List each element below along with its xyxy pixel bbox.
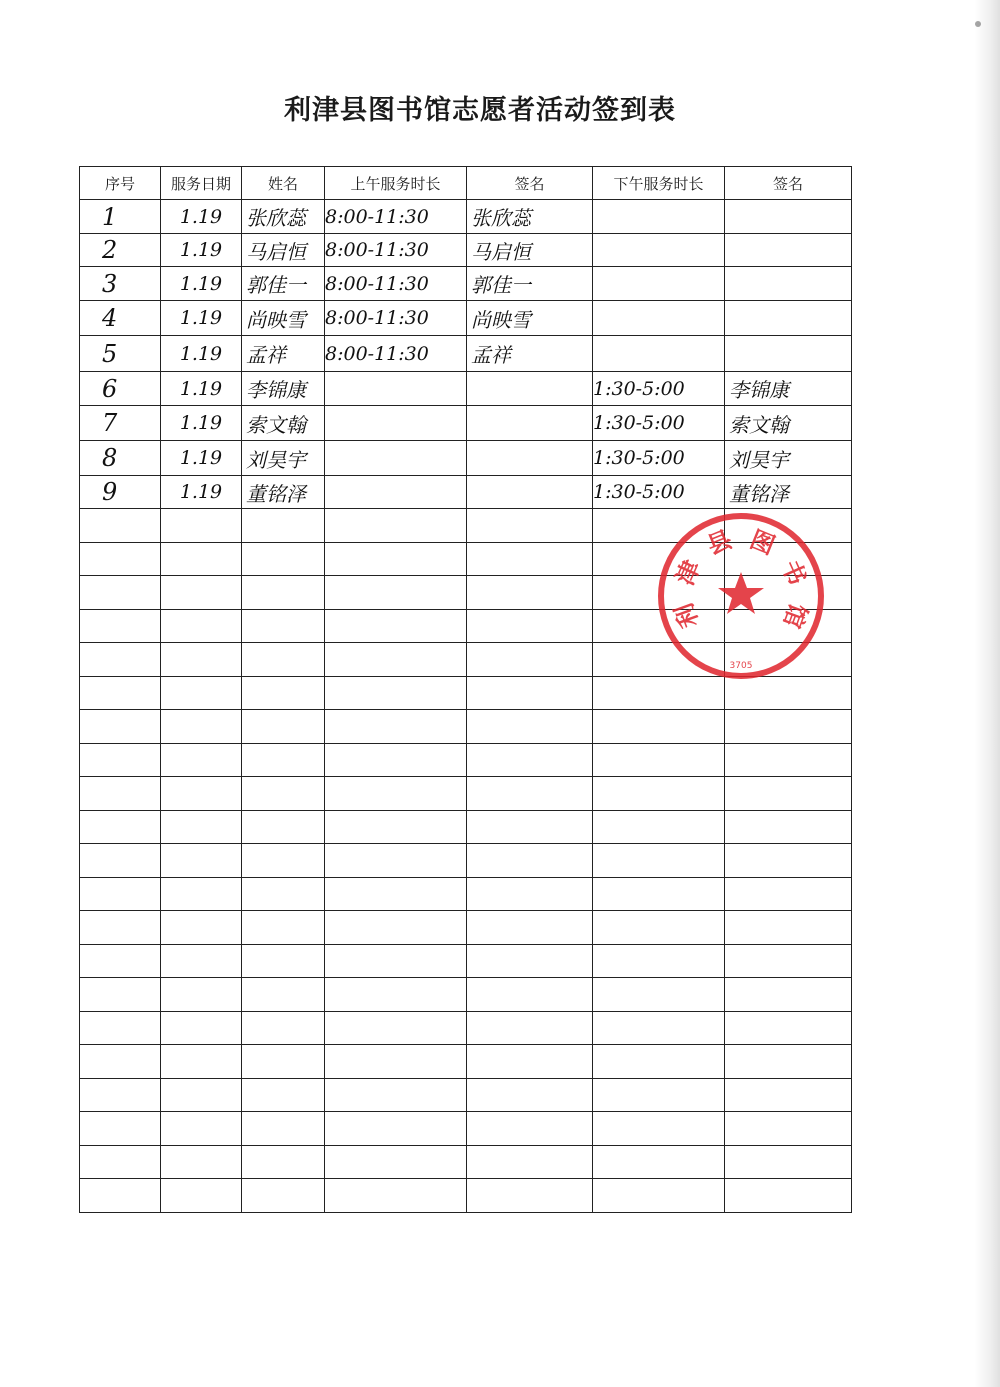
cell-number: 9 xyxy=(80,476,161,509)
blank-cell xyxy=(80,1078,161,1112)
blank-cell xyxy=(161,1179,242,1213)
cell-name: 郭佳一 xyxy=(242,267,325,301)
cell-am-signature: 张欣蕊 xyxy=(467,200,593,234)
blank-cell xyxy=(325,1179,467,1213)
table-row xyxy=(80,267,852,301)
seal-character: 利 xyxy=(668,599,705,633)
star-icon xyxy=(718,572,764,614)
blank-cell xyxy=(161,1078,242,1112)
cell-pm-signature xyxy=(725,234,852,267)
blank-cell xyxy=(242,810,325,844)
blank-cell xyxy=(242,1112,325,1146)
cell-name: 董铭泽 xyxy=(242,476,325,509)
blank-cell xyxy=(161,978,242,1012)
blank-cell xyxy=(80,911,161,945)
blank-cell xyxy=(467,576,593,610)
cell-am-hours xyxy=(325,406,467,441)
col-header-am-hours: 上午服务时长 xyxy=(325,167,467,200)
blank-cell xyxy=(242,978,325,1012)
cell-pm-hours: 1:30-5:00 xyxy=(593,406,725,441)
cell-pm-signature xyxy=(725,267,852,301)
blank-cell xyxy=(161,1112,242,1146)
blank-cell xyxy=(80,877,161,911)
cell-number: 8 xyxy=(80,441,161,476)
cell-am-hours: 8:00-11:30 xyxy=(325,267,467,301)
blank-cell xyxy=(725,710,852,744)
blank-cell xyxy=(242,911,325,945)
blank-cell xyxy=(325,509,467,543)
blank-cell xyxy=(161,1145,242,1179)
blank-cell xyxy=(80,542,161,576)
blank-row xyxy=(80,1011,852,1045)
blank-cell xyxy=(467,643,593,677)
cell-pm-signature: 董铭泽 xyxy=(725,476,852,509)
cell-am-hours: 8:00-11:30 xyxy=(325,301,467,336)
cell-am-hours xyxy=(325,441,467,476)
blank-cell xyxy=(725,911,852,945)
blank-cell xyxy=(725,810,852,844)
cell-date: 1.19 xyxy=(161,267,242,301)
blank-cell xyxy=(725,1179,852,1213)
cell-pm-signature xyxy=(725,200,852,234)
sign-in-table xyxy=(79,166,852,1213)
cell-name: 索文翰 xyxy=(242,406,325,441)
cell-am-signature xyxy=(467,406,593,441)
cell-date: 1.19 xyxy=(161,372,242,406)
blank-cell xyxy=(325,777,467,811)
blank-cell xyxy=(325,542,467,576)
blank-cell xyxy=(80,576,161,610)
cell-am-hours xyxy=(325,476,467,509)
blank-cell xyxy=(161,944,242,978)
blank-cell xyxy=(242,1179,325,1213)
blank-cell xyxy=(242,676,325,710)
blank-cell xyxy=(161,643,242,677)
cell-pm-hours xyxy=(593,267,725,301)
blank-cell xyxy=(325,743,467,777)
cell-number: 7 xyxy=(80,406,161,441)
blank-cell xyxy=(725,944,852,978)
blank-row xyxy=(80,710,852,744)
blank-cell xyxy=(80,1112,161,1146)
blank-cell xyxy=(467,844,593,878)
cell-am-hours: 8:00-11:30 xyxy=(325,234,467,267)
blank-cell xyxy=(161,911,242,945)
blank-cell xyxy=(325,1045,467,1079)
cell-name: 马启恒 xyxy=(242,234,325,267)
blank-cell xyxy=(725,743,852,777)
cell-am-signature: 尚映雪 xyxy=(467,301,593,336)
page-title: 利津县图书馆志愿者活动签到表 xyxy=(284,95,676,126)
blank-cell xyxy=(593,1078,725,1112)
blank-cell xyxy=(467,1045,593,1079)
blank-cell xyxy=(467,911,593,945)
cell-number: 5 xyxy=(80,336,161,372)
blank-cell xyxy=(593,911,725,945)
blank-cell xyxy=(325,676,467,710)
table-row xyxy=(80,406,852,441)
blank-cell xyxy=(80,710,161,744)
library-seal-stamp xyxy=(655,510,827,682)
blank-cell xyxy=(242,944,325,978)
blank-cell xyxy=(725,877,852,911)
cell-am-signature xyxy=(467,476,593,509)
blank-cell xyxy=(161,576,242,610)
blank-cell xyxy=(325,1011,467,1045)
blank-cell xyxy=(161,810,242,844)
blank-cell xyxy=(325,1078,467,1112)
blank-cell xyxy=(725,844,852,878)
cell-pm-hours xyxy=(593,200,725,234)
blank-cell xyxy=(593,810,725,844)
blank-cell xyxy=(725,1145,852,1179)
blank-cell xyxy=(242,743,325,777)
blank-cell xyxy=(80,643,161,677)
blank-cell xyxy=(242,509,325,543)
blank-cell xyxy=(467,609,593,643)
blank-cell xyxy=(80,743,161,777)
cell-pm-signature: 索文翰 xyxy=(725,406,852,441)
cell-number: 6 xyxy=(80,372,161,406)
blank-cell xyxy=(593,1045,725,1079)
table-row xyxy=(80,441,852,476)
blank-cell xyxy=(80,1145,161,1179)
cell-am-signature xyxy=(467,441,593,476)
blank-cell xyxy=(80,1179,161,1213)
blank-cell xyxy=(593,743,725,777)
blank-cell xyxy=(725,1011,852,1045)
blank-cell xyxy=(467,743,593,777)
col-header-am-signature: 签名 xyxy=(467,167,593,200)
blank-cell xyxy=(725,1078,852,1112)
cell-pm-hours xyxy=(593,301,725,336)
blank-cell xyxy=(80,844,161,878)
blank-cell xyxy=(161,609,242,643)
cell-pm-signature xyxy=(725,301,852,336)
blank-cell xyxy=(242,643,325,677)
cell-pm-hours: 1:30-5:00 xyxy=(593,476,725,509)
blank-cell xyxy=(242,542,325,576)
cell-date: 1.19 xyxy=(161,476,242,509)
cell-date: 1.19 xyxy=(161,441,242,476)
cell-date: 1.19 xyxy=(161,234,242,267)
blank-cell xyxy=(467,1078,593,1112)
blank-cell xyxy=(593,844,725,878)
blank-cell xyxy=(80,1045,161,1079)
blank-cell xyxy=(467,1112,593,1146)
blank-cell xyxy=(242,1045,325,1079)
cell-pm-hours xyxy=(593,336,725,372)
blank-cell xyxy=(325,643,467,677)
blank-cell xyxy=(467,1179,593,1213)
col-header-pm-hours: 下午服务时长 xyxy=(593,167,725,200)
cell-am-signature xyxy=(467,372,593,406)
blank-cell xyxy=(325,978,467,1012)
cell-pm-hours: 1:30-5:00 xyxy=(593,441,725,476)
blank-cell xyxy=(325,844,467,878)
blank-cell xyxy=(467,542,593,576)
blank-cell xyxy=(593,944,725,978)
cell-name: 刘昊宇 xyxy=(242,441,325,476)
cell-pm-signature: 刘昊宇 xyxy=(725,441,852,476)
blank-cell xyxy=(725,777,852,811)
cell-pm-signature xyxy=(725,336,852,372)
cell-am-hours xyxy=(325,372,467,406)
blank-cell xyxy=(242,1011,325,1045)
blank-cell xyxy=(242,609,325,643)
cell-name: 张欣蕊 xyxy=(242,200,325,234)
table-row xyxy=(80,372,852,406)
blank-row xyxy=(80,944,852,978)
col-header-pm-signature: 签名 xyxy=(725,167,852,200)
table-row xyxy=(80,200,852,234)
cell-am-hours: 8:00-11:30 xyxy=(325,200,467,234)
blank-row xyxy=(80,743,852,777)
cell-pm-hours xyxy=(593,234,725,267)
blank-cell xyxy=(725,1112,852,1146)
blank-cell xyxy=(725,1045,852,1079)
blank-cell xyxy=(242,576,325,610)
blank-row xyxy=(80,1078,852,1112)
blank-cell xyxy=(161,844,242,878)
blank-cell xyxy=(467,676,593,710)
cell-name: 尚映雪 xyxy=(242,301,325,336)
blank-cell xyxy=(467,1011,593,1045)
blank-cell xyxy=(80,944,161,978)
blank-cell xyxy=(80,810,161,844)
blank-cell xyxy=(467,877,593,911)
blank-cell xyxy=(325,576,467,610)
seal-character: 图 xyxy=(746,524,780,561)
blank-cell xyxy=(593,1179,725,1213)
blank-cell xyxy=(80,676,161,710)
cell-number: 2 xyxy=(80,234,161,267)
blank-cell xyxy=(325,1112,467,1146)
blank-row xyxy=(80,911,852,945)
blank-cell xyxy=(593,877,725,911)
blank-row xyxy=(80,844,852,878)
table-row xyxy=(80,476,852,509)
blank-cell xyxy=(325,1145,467,1179)
blank-cell xyxy=(161,1011,242,1045)
blank-cell xyxy=(161,542,242,576)
table-row xyxy=(80,301,852,336)
blank-cell xyxy=(325,810,467,844)
blank-cell xyxy=(242,1145,325,1179)
blank-row xyxy=(80,1179,852,1213)
blank-cell xyxy=(80,509,161,543)
blank-cell xyxy=(467,944,593,978)
cell-name: 李锦康 xyxy=(242,372,325,406)
blank-row xyxy=(80,777,852,811)
cell-pm-signature: 李锦康 xyxy=(725,372,852,406)
seal-character: 津 xyxy=(669,555,707,590)
seal-character: 馆 xyxy=(777,599,814,633)
blank-cell xyxy=(80,777,161,811)
scan-dot xyxy=(975,21,981,27)
blank-row xyxy=(80,1045,852,1079)
blank-cell xyxy=(161,743,242,777)
seal-character: 县 xyxy=(702,524,736,561)
blank-cell xyxy=(80,1011,161,1045)
scan-edge-shadow xyxy=(974,0,1000,1387)
blank-cell xyxy=(161,877,242,911)
blank-cell xyxy=(242,777,325,811)
blank-cell xyxy=(467,509,593,543)
col-header-number: 序号 xyxy=(80,167,161,200)
blank-cell xyxy=(467,978,593,1012)
blank-cell xyxy=(467,810,593,844)
col-header-name: 姓名 xyxy=(242,167,325,200)
cell-am-signature: 孟祥 xyxy=(467,336,593,372)
cell-date: 1.19 xyxy=(161,301,242,336)
blank-cell xyxy=(593,1011,725,1045)
cell-number: 3 xyxy=(80,267,161,301)
blank-cell xyxy=(80,978,161,1012)
cell-date: 1.19 xyxy=(161,200,242,234)
cell-date: 1.19 xyxy=(161,336,242,372)
blank-cell xyxy=(725,978,852,1012)
blank-cell xyxy=(242,710,325,744)
blank-cell xyxy=(593,777,725,811)
blank-cell xyxy=(161,509,242,543)
blank-cell xyxy=(593,1112,725,1146)
cell-name: 孟祥 xyxy=(242,336,325,372)
blank-cell xyxy=(325,609,467,643)
blank-row xyxy=(80,877,852,911)
cell-date: 1.19 xyxy=(161,406,242,441)
cell-number: 4 xyxy=(80,301,161,336)
table-row xyxy=(80,336,852,372)
cell-am-hours: 8:00-11:30 xyxy=(325,336,467,372)
blank-row xyxy=(80,1112,852,1146)
blank-cell xyxy=(467,710,593,744)
seal-number: 3705 xyxy=(729,661,753,671)
blank-cell xyxy=(242,1078,325,1112)
blank-cell xyxy=(467,1145,593,1179)
blank-row xyxy=(80,978,852,1012)
blank-cell xyxy=(161,676,242,710)
blank-row xyxy=(80,1145,852,1179)
blank-cell xyxy=(161,710,242,744)
blank-cell xyxy=(80,609,161,643)
blank-cell xyxy=(467,777,593,811)
blank-cell xyxy=(325,911,467,945)
blank-cell xyxy=(242,877,325,911)
table-header-row xyxy=(80,167,852,200)
blank-cell xyxy=(161,1045,242,1079)
blank-cell xyxy=(593,978,725,1012)
blank-cell xyxy=(325,877,467,911)
blank-cell xyxy=(161,777,242,811)
blank-cell xyxy=(242,844,325,878)
table-row xyxy=(80,234,852,267)
blank-cell xyxy=(325,944,467,978)
blank-cell xyxy=(593,1145,725,1179)
seal-character: 书 xyxy=(775,555,813,590)
blank-row xyxy=(80,810,852,844)
blank-cell xyxy=(593,710,725,744)
blank-cell xyxy=(325,710,467,744)
cell-number: 1 xyxy=(80,200,161,234)
cell-am-signature: 马启恒 xyxy=(467,234,593,267)
col-header-date: 服务日期 xyxy=(161,167,242,200)
cell-pm-hours: 1:30-5:00 xyxy=(593,372,725,406)
cell-am-signature: 郭佳一 xyxy=(467,267,593,301)
